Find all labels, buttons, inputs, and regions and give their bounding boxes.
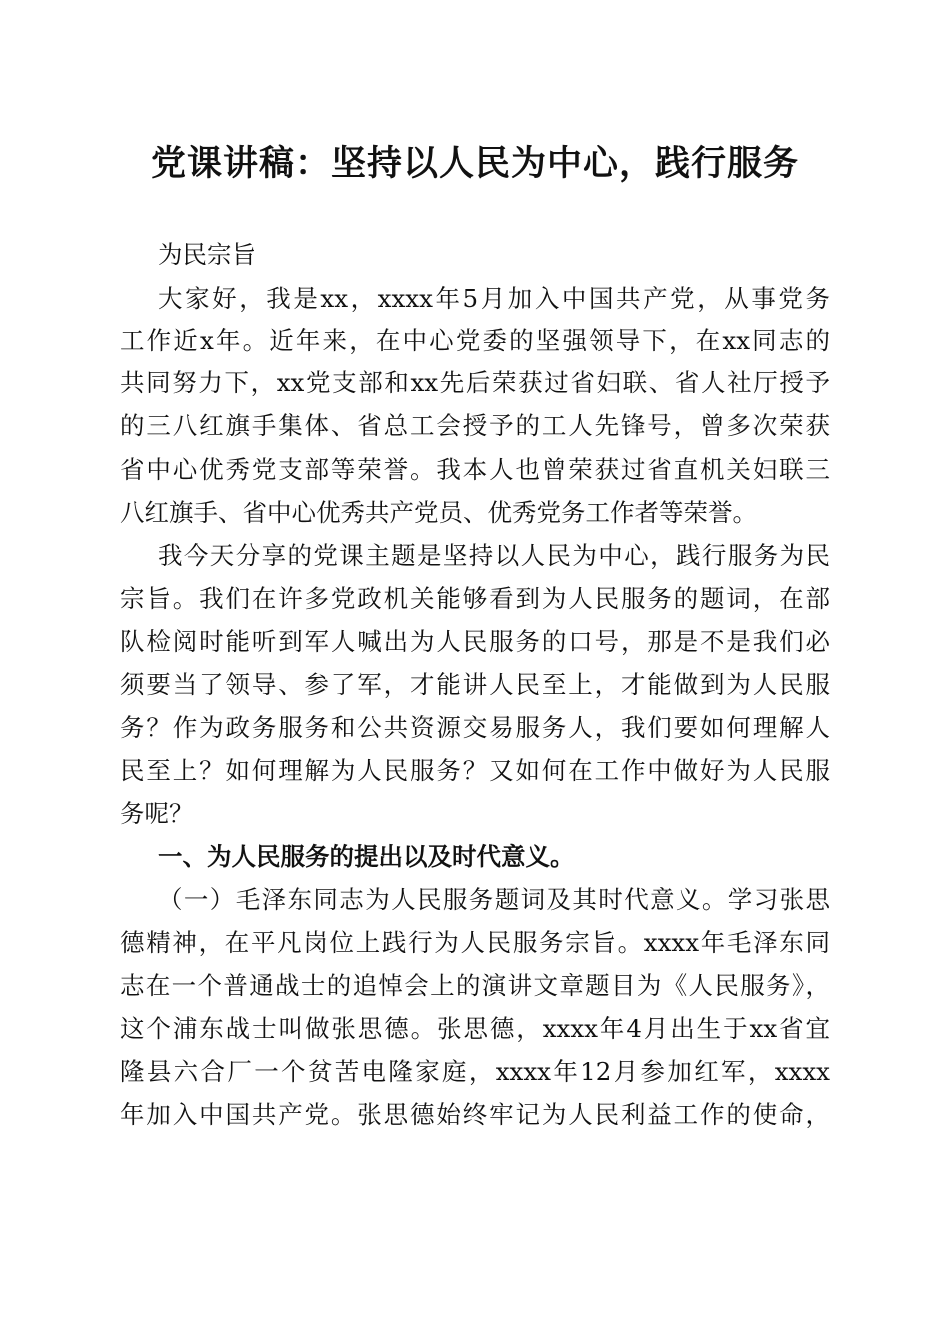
text-line: 年加入中国共产党。张思德始终牢记为人民利益工作的使命， <box>120 1100 830 1129</box>
text-line: 务呢？ <box>120 799 194 828</box>
text-line: 务？作为政务服务和公共资源交易服务人，我们要如何理解人 <box>120 713 830 742</box>
text-line: 这个浦东战士叫做张思德。张思德，xxxx年4月出生于xx省宜 <box>120 1014 830 1043</box>
text-line: 宗旨。我们在许多党政机关能够看到为人民服务的题词，在部 <box>120 584 830 613</box>
text-line: 隆县六合厂一个贫苦电隆家庭，xxxx年12月参加红军，xxxx <box>120 1057 830 1086</box>
text-line: 志在一个普通战士的追悼会上的演讲文章题目为《人民服务》， <box>120 971 830 1000</box>
text-line: （一）毛泽东同志为人民服务题词及其时代意义。学习张思 <box>158 885 830 914</box>
text-line: 八红旗手、省中心优秀共产党员、优秀党务工作者等荣誉。 <box>120 498 757 527</box>
section-heading: 一、为人民服务的提出以及时代意义。 <box>158 842 575 871</box>
text-line: 大家好，我是xx，xxxx年5月加入中国共产党，从事党务 <box>158 284 830 313</box>
text-line: 须要当了领导、参了军，才能讲人民至上，才能做到为人民服 <box>120 670 830 699</box>
text-line: 德精神，在平凡岗位上践行为人民服务宗旨。xxxx年毛泽东同 <box>120 928 830 957</box>
text-line: 民至上？如何理解为人民服务？又如何在工作中做好为人民服 <box>120 756 830 785</box>
text-line: 共同努力下，xx党支部和xx先后荣获过省妇联、省人社厅授予 <box>120 368 830 397</box>
text-line: 工作近x年。近年来，在中心党委的坚强领导下，在xx同志的 <box>120 326 830 355</box>
text-line: 队检阅时能听到军人喊出为人民服务的口号，那是不是我们必 <box>120 627 830 656</box>
document-title: 党课讲稿：坚持以人民为中心，践行服务 <box>150 143 799 184</box>
text-line: 为民宗旨 <box>158 240 256 269</box>
text-line: 我今天分享的党课主题是坚持以人民为中心，践行服务为民 <box>158 541 830 570</box>
text-line: 的三八红旗手集体、省总工会授予的工人先锋号，曾多次荣获 <box>120 411 830 440</box>
text-line: 省中心优秀党支部等荣誉。我本人也曾荣获过省直机关妇联三 <box>120 455 830 484</box>
